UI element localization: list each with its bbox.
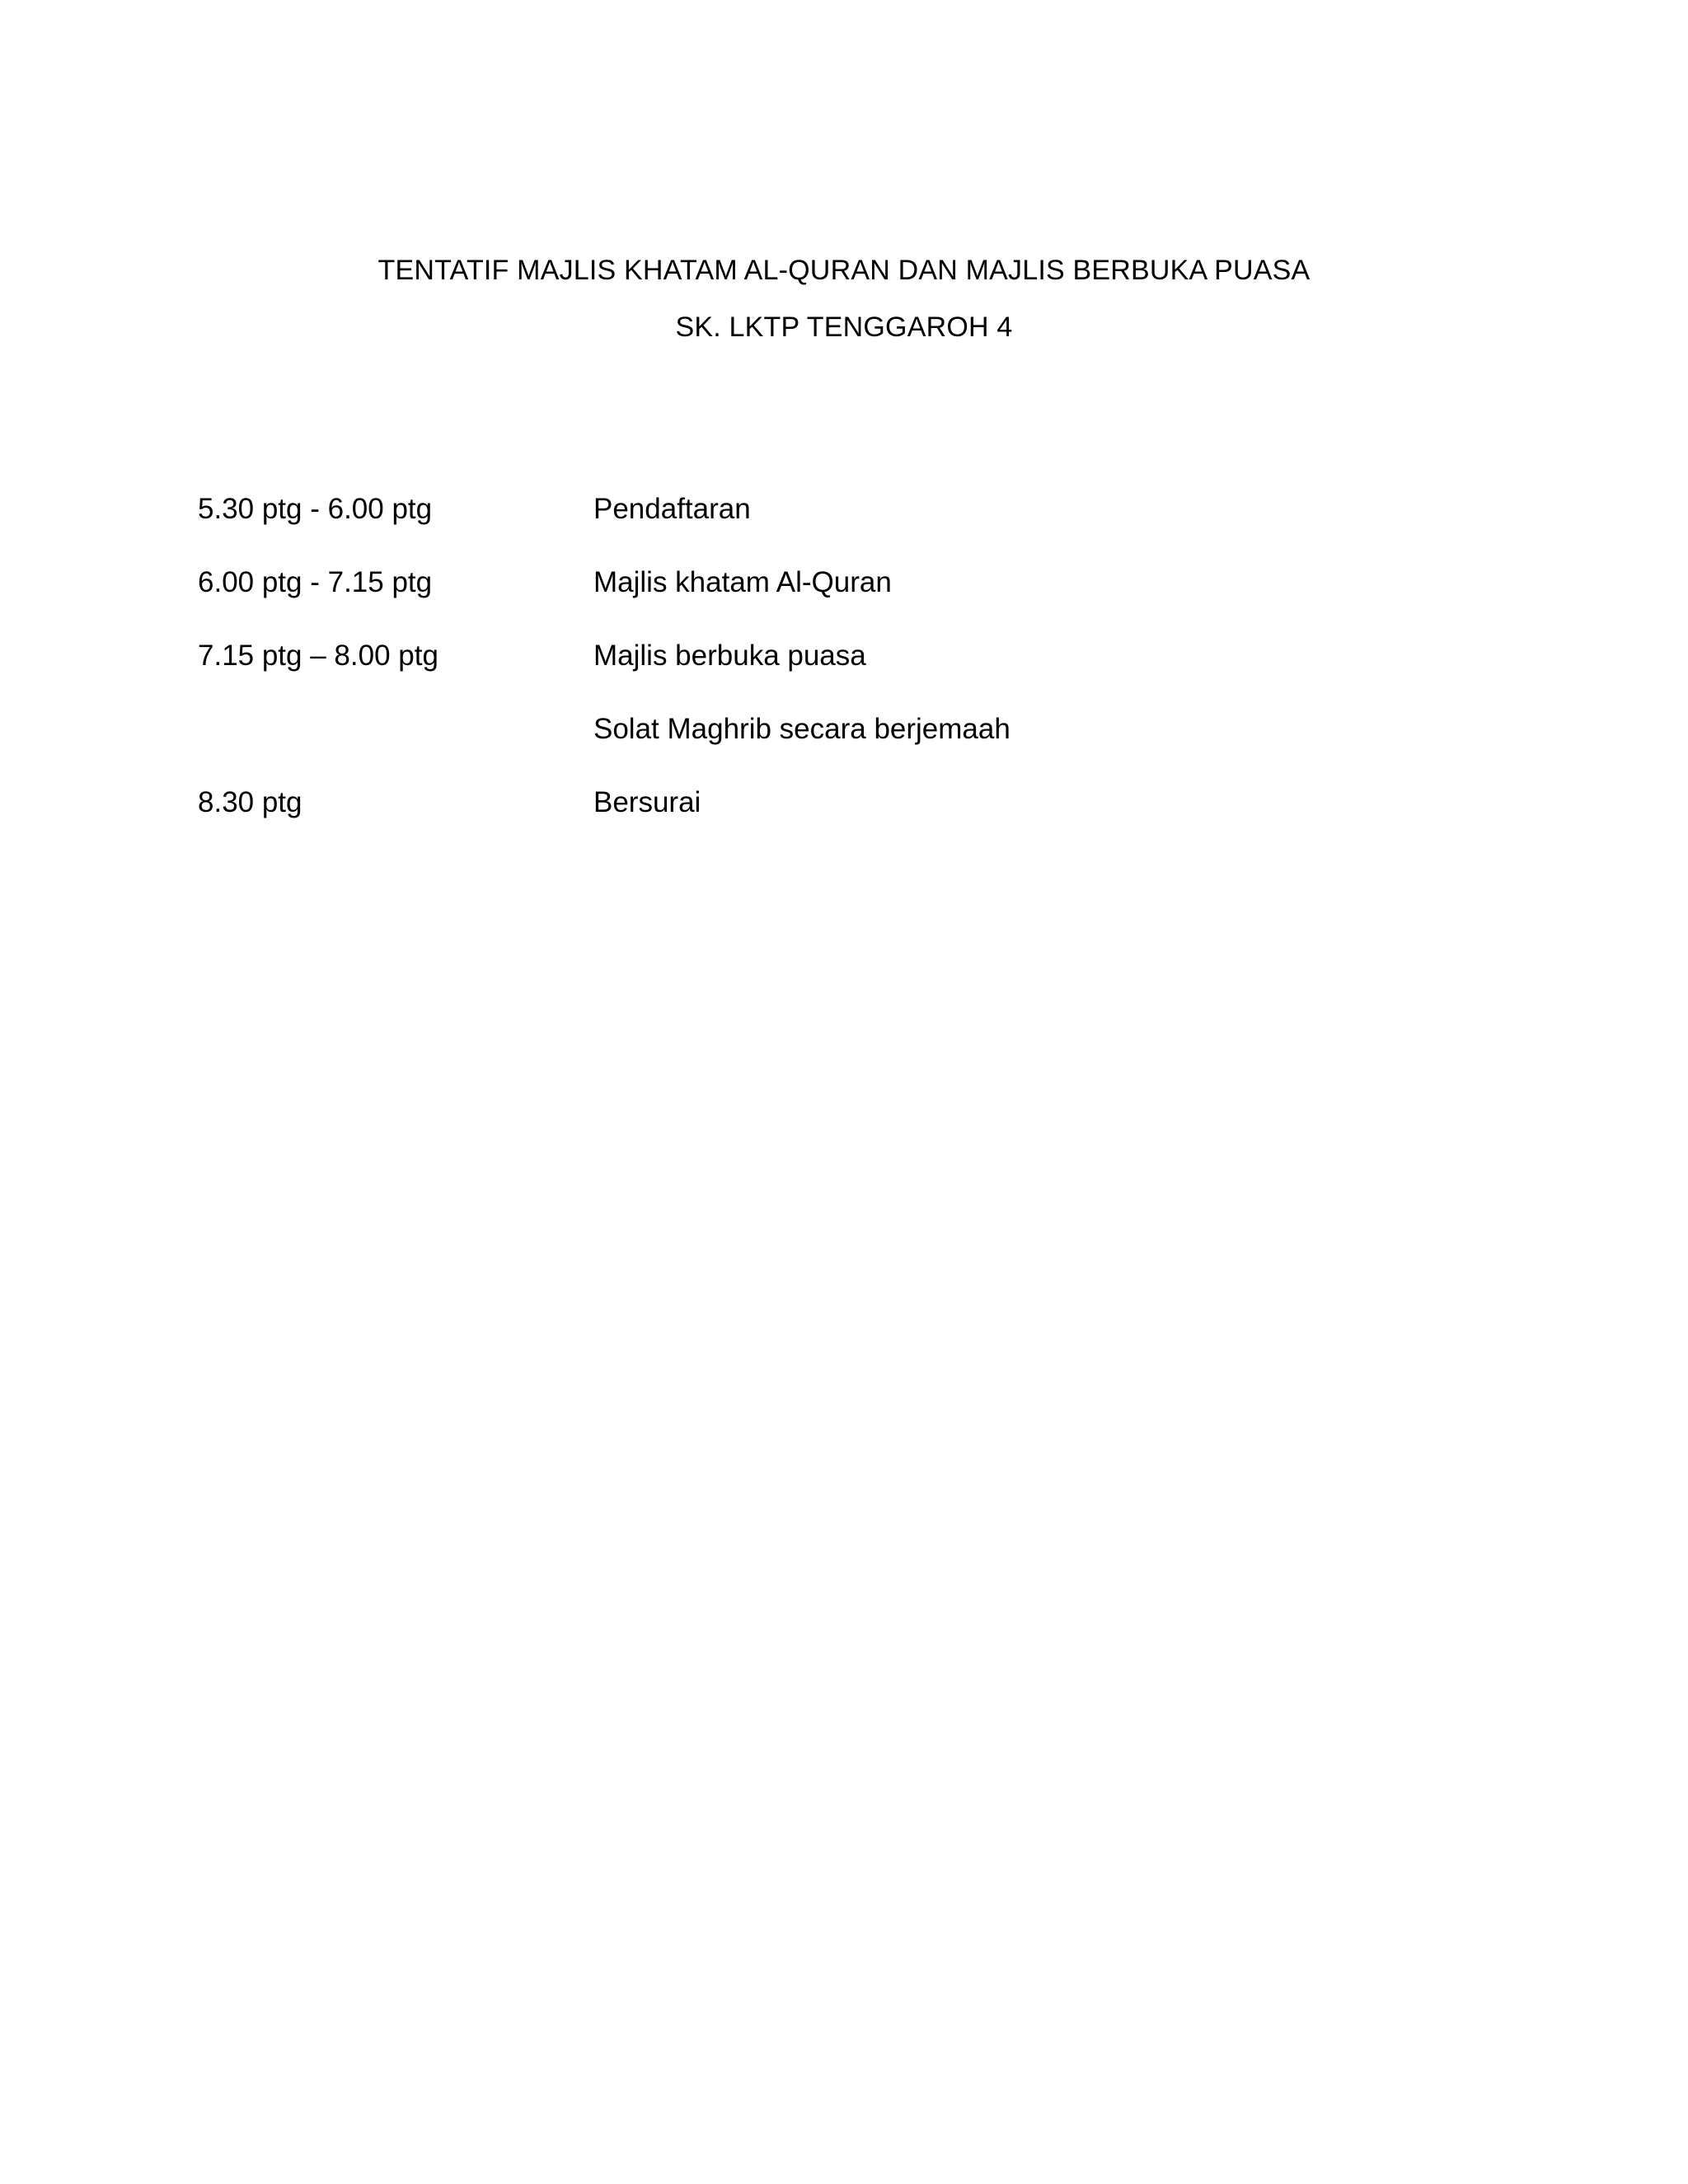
schedule-row [198,640,1484,713]
schedule-row [198,786,1484,860]
schedule-time: 5.30 ptg - 6.00 ptg [198,493,433,525]
schedule-row [198,713,1484,786]
schedule-activity: Pendaftaran [593,493,751,525]
schedule-row [198,493,1484,566]
schedule-time: 7.15 ptg – 8.00 ptg [198,640,438,672]
schedule-time: 8.30 ptg [198,786,302,818]
schedule-time: 6.00 ptg - 7.15 ptg [198,566,433,598]
document-title: TENTATIF MAJLIS KHATAM AL-QURAN DAN MAJLIS BERBUKA PUASA [377,255,1311,286]
schedule-activity: Majlis berbuka puasa [593,640,866,672]
schedule-activity: Majlis khatam Al-Quran [593,566,892,598]
schedule-list [198,493,1484,860]
schedule-row [198,566,1484,640]
schedule-activity: Bersurai [593,786,701,818]
school-name: SK. LKTP TENGGAROH 4 [675,312,1013,343]
schedule-activity: Solat Maghrib secara berjemaah [593,713,1010,745]
